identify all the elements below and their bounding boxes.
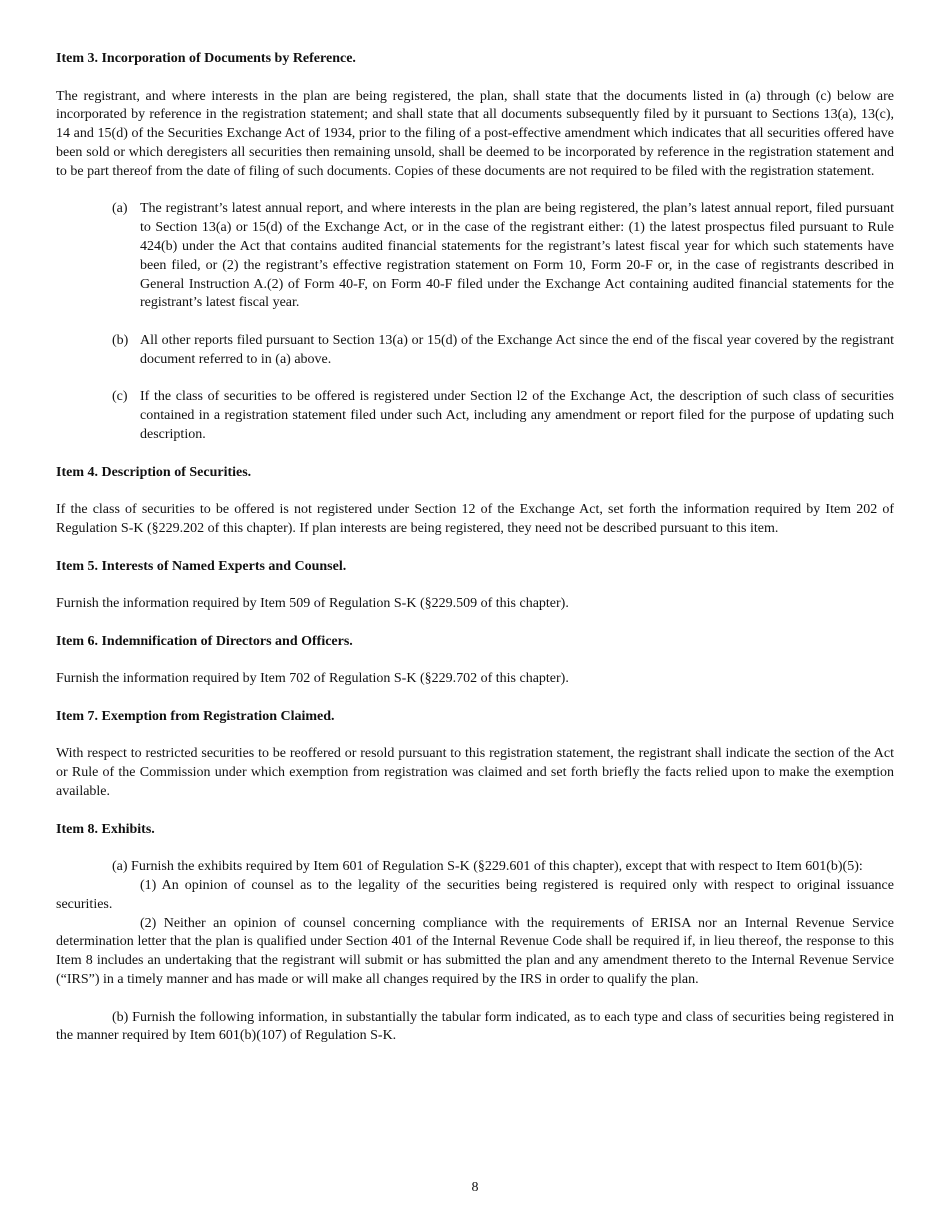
item4-text: If the class of securities to be offered is not registered under Section 12 of the Exchange Act, set forth the information required by Item 202 of Regulation S-K (§229.202 of this chapter). If plan interests are being registered, they need not be described pursuant to this item. (56, 502, 894, 536)
item8-paragraph-a1: (1) An opinion of counsel as to the legality of the securities being registered is required only with respect to original issuance securities. (56, 878, 894, 912)
item5-text: Furnish the information required by Item 509 of Regulation S-K (§229.509 of this chapter). (56, 596, 569, 612)
item8-paragraph-a: (a) Furnish the exhibits required by Item 601 of Regulation S-K (§229.601 of this chapter), except that with respect to Item 601(b)(5): (112, 859, 863, 875)
item7-text: With respect to restricted securities to be reoffered or resold pursuant to this registration statement, the registrant shall indicate the section of the Act or Rule of the Commission under which exemption from registration was claimed and set forth briefly the facts relied upon to make the exemption available. (56, 746, 894, 800)
document-page (56, 50, 894, 1046)
item4-heading: Item 4. Description of Securities. (56, 464, 252, 480)
list-item-text: If the class of securities to be offered is registered under Section l2 of the Exchange Act, the description of such class of securities contained in a registration statement filed under such Act, including any amendment or report filed for the purpose of updating such description. (140, 389, 894, 442)
list-item-text: All other reports filed pursuant to Section 13(a) or 15(d) of the Exchange Act since the end of the fiscal year covered by the registrant document referred to in (a) above. (140, 332, 894, 367)
item8-heading: Item 8. Exhibits. (56, 821, 155, 837)
item3-intro: The registrant, and where interests in the plan are being registered, the plan, shall state that the documents listed in (a) through (c) below are incorporated by reference in the registration statement; and shall state that all documents subsequently filed by it pursuant to Sections 13(a), 13(c), 14 and 15(d) of the Securities Exchange Act of 1934, prior to the filing of a post-effective amendment which indicates that all securities offered have been sold or which deregisters all securities then remaining unsold, shall be deemed to be incorporated by reference in the registration statement and to be part thereof from the date of filing of such documents. Copies of these documents are not required to be filed with the registration statement. (56, 88, 894, 179)
item7-heading: Item 7. Exemption from Registration Claimed. (56, 708, 335, 724)
list-item-label: (a) (112, 201, 128, 217)
item6-heading: Item 6. Indemnification of Directors and Officers. (56, 633, 353, 649)
item3-document-list (56, 200, 894, 444)
item8-paragraph-b: (b) Furnish the following information, in substantially the tabular form indicated, as to each type and class of securities being registered in the manner required by Item 601(b)(107) of Regulation S-K. (56, 1009, 894, 1044)
list-item (112, 388, 894, 444)
item5-heading: Item 5. Interests of Named Experts and Counsel. (56, 558, 347, 574)
page-number: 8 (471, 1180, 479, 1195)
item6-text: Furnish the information required by Item 702 of Regulation S-K (§229.702 of this chapter). (56, 671, 569, 687)
list-item (112, 332, 894, 370)
list-item-label: (b) (112, 332, 129, 348)
item3-heading: Item 3. Incorporation of Documents by Reference. (56, 51, 356, 66)
list-item (112, 200, 894, 313)
list-item-text: The registrant’s latest annual report, and where interests in the plan are being registered, the plan’s latest annual report, filed pursuant to Section 13(a) or 15(d) of the Exchange Act, or in the case of the registrant either: (1) the latest prospectus filed pursuant to Rule 424(b) under the Act that contains audited financial statements for the registrant’s latest fiscal year for which such statements have been filed, or (2) the registrant’s effective registration statement on Form 10, Form 20-F or, in the case of registrants described in General Instruction A.(2) of Form 40-F, on Form 40-F filed under the Exchange Act containing audited financial statements for the registrant’s latest fiscal year. (140, 201, 894, 311)
list-item-label: (c) (112, 389, 128, 405)
item8-paragraph-a2: (2) Neither an opinion of counsel concerning compliance with the requirements of ERISA nor an Internal Revenue Service determination letter that the plan is qualified under Section 401 of the Internal Revenue Code shall be required if, in lieu thereof, the response to this Item 8 includes an undertaking that the registrant will submit or has submitted the plan and any amendment thereto to the Internal Revenue Service (“IRS”) in a timely manner and has made or will make all changes required by the IRS in order to qualify the plan. (56, 915, 894, 988)
